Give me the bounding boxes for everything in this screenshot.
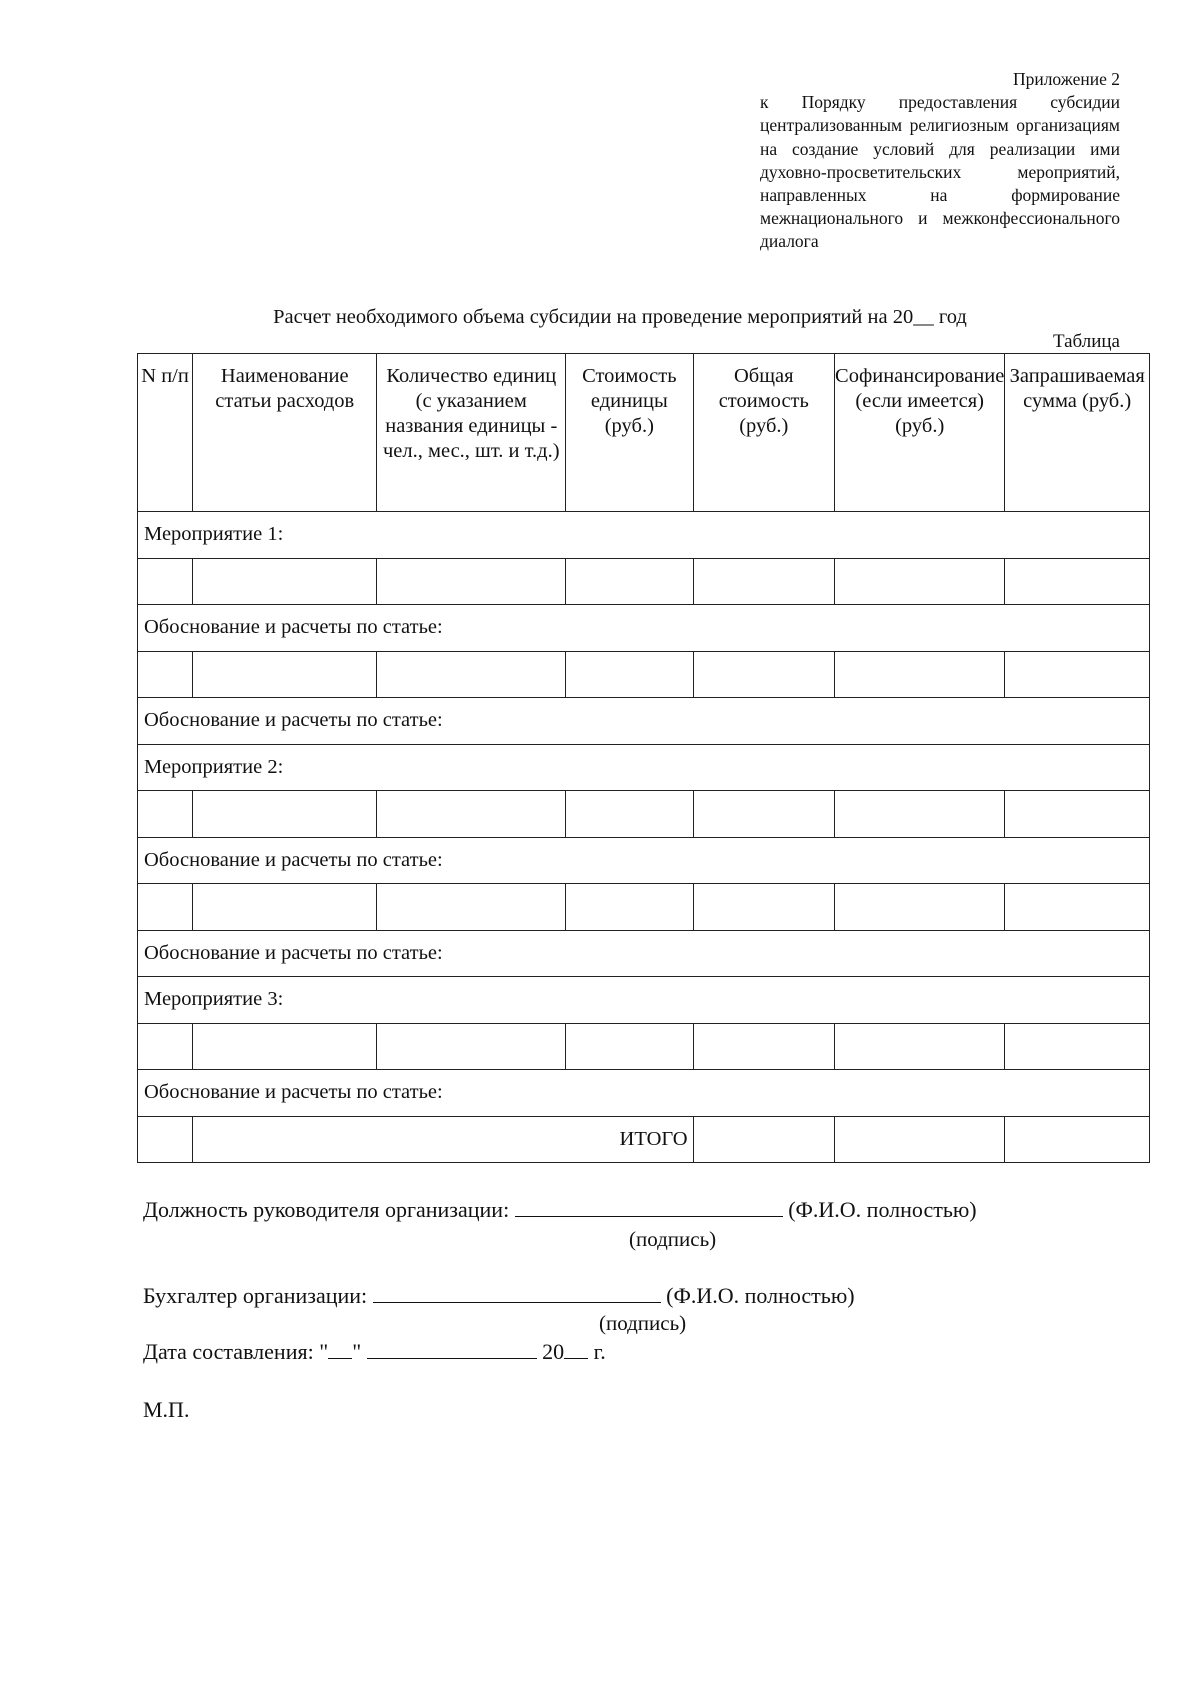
blank-cell[interactable] [193, 558, 377, 605]
header-cell: Общая стоимость (руб.) [693, 354, 835, 512]
section-cell: Обоснование и расчеты по статье: [138, 930, 1150, 977]
blank-cell[interactable] [566, 884, 693, 931]
appendix-block [760, 68, 1120, 254]
year-prefix: 20 [542, 1339, 565, 1364]
year-suffix: г. [593, 1339, 606, 1364]
header-cell: Стоимость единицы (руб.) [566, 354, 693, 512]
section-cell: Мероприятие 2: [138, 744, 1150, 791]
table-row [138, 651, 1150, 698]
blank-cell[interactable] [566, 558, 693, 605]
blank-cell[interactable] [377, 1023, 566, 1070]
quote: " [352, 1339, 362, 1364]
page-title: Расчет необходимого объема субсидии на проведение мероприятий на 20__ год [273, 306, 967, 328]
blank-cell[interactable] [138, 1023, 193, 1070]
blank-cell[interactable] [835, 791, 1005, 838]
blank-cell[interactable] [693, 791, 835, 838]
blank-cell[interactable] [1005, 1116, 1150, 1163]
blank-cell[interactable] [193, 1023, 377, 1070]
blank-cell[interactable] [566, 791, 693, 838]
total-row [138, 1116, 1150, 1163]
blank-cell[interactable] [693, 1023, 835, 1070]
table-row [138, 558, 1150, 605]
fio-label: (Ф.И.О. полностью) [666, 1283, 855, 1308]
calculation-table [137, 353, 1150, 1163]
header-cell: Количество единиц (с указанием названия единицы - чел., мес., шт. и т.д.) [377, 354, 566, 512]
table-row [138, 791, 1150, 838]
section-cell: Обоснование и расчеты по статье: [138, 698, 1150, 745]
signature-caption: (подпись) [599, 1311, 687, 1335]
month-field[interactable] [367, 1340, 537, 1359]
appendix-text: к Порядку предоставления субсидии централизованным религиозным организациям на создание условий для реализации ими духовно-просветительских мероприятий, направленных на формирование межнационального и межконфессионального диалога [760, 92, 1120, 252]
blank-cell[interactable] [693, 558, 835, 605]
section-cell: Обоснование и расчеты по статье: [138, 837, 1150, 884]
blank-cell[interactable] [377, 791, 566, 838]
section-cell: Обоснование и расчеты по статье: [138, 1070, 1150, 1117]
section-cell: Обоснование и расчеты по статье: [138, 605, 1150, 652]
blank-cell[interactable] [1005, 791, 1150, 838]
blank-cell[interactable] [138, 791, 193, 838]
year-field[interactable] [564, 1340, 588, 1359]
blank-cell[interactable] [566, 1023, 693, 1070]
table-row [138, 605, 1150, 652]
blank-cell[interactable] [138, 558, 193, 605]
blank-cell[interactable] [377, 651, 566, 698]
blank-cell[interactable] [693, 884, 835, 931]
blank-cell[interactable] [138, 651, 193, 698]
table-header-row [138, 354, 1150, 512]
blank-cell[interactable] [1005, 558, 1150, 605]
blank-cell [138, 1116, 193, 1163]
header-cell: Запрашиваемая сумма (руб.) [1005, 354, 1150, 512]
day-field[interactable] [328, 1340, 352, 1359]
table-row [138, 837, 1150, 884]
section-cell: Мероприятие 1: [138, 512, 1150, 559]
head-position-label: Должность руководителя организации: [143, 1197, 510, 1222]
blank-cell[interactable] [377, 558, 566, 605]
blank-cell[interactable] [835, 884, 1005, 931]
head-signature-line [143, 1197, 977, 1223]
table-row [138, 1070, 1150, 1117]
table-row [138, 744, 1150, 791]
table-label: Таблица [1052, 331, 1120, 352]
blank-cell[interactable] [566, 651, 693, 698]
date-label: Дата составления: " [143, 1339, 329, 1364]
blank-cell[interactable] [1005, 1023, 1150, 1070]
blank-cell[interactable] [835, 1023, 1005, 1070]
date-line [143, 1339, 606, 1365]
blank-cell[interactable] [193, 884, 377, 931]
blank-cell[interactable] [835, 558, 1005, 605]
blank-cell[interactable] [693, 1116, 835, 1163]
blank-cell[interactable] [138, 884, 193, 931]
blank-cell[interactable] [1005, 651, 1150, 698]
table-row [138, 512, 1150, 559]
accountant-label: Бухгалтер организации: [143, 1283, 368, 1308]
signature-caption: (подпись) [629, 1227, 717, 1251]
blank-cell[interactable] [693, 651, 835, 698]
header-cell: Наименование статьи расходов [193, 354, 377, 512]
appendix-title: Приложение 2 [1012, 69, 1120, 89]
accountant-signature-line [143, 1283, 855, 1309]
stamp-place: М.П. [143, 1397, 190, 1422]
blank-cell[interactable] [193, 791, 377, 838]
table-row [138, 884, 1150, 931]
blank-cell[interactable] [835, 1116, 1005, 1163]
blank-cell[interactable] [377, 884, 566, 931]
table-row [138, 698, 1150, 745]
signature-field[interactable] [515, 1198, 783, 1217]
section-cell: Мероприятие 3: [138, 977, 1150, 1024]
total-label: ИТОГО [193, 1116, 693, 1163]
table-row [138, 930, 1150, 977]
table-row [138, 1023, 1150, 1070]
header-cell: Софинансирование (если имеется) (руб.) [835, 354, 1005, 512]
table-row [138, 977, 1150, 1024]
blank-cell[interactable] [1005, 884, 1150, 931]
fio-label: (Ф.И.О. полностью) [788, 1197, 977, 1222]
blank-cell[interactable] [193, 651, 377, 698]
blank-cell[interactable] [835, 651, 1005, 698]
header-cell: N п/п [138, 354, 193, 512]
signature-field[interactable] [373, 1284, 661, 1303]
